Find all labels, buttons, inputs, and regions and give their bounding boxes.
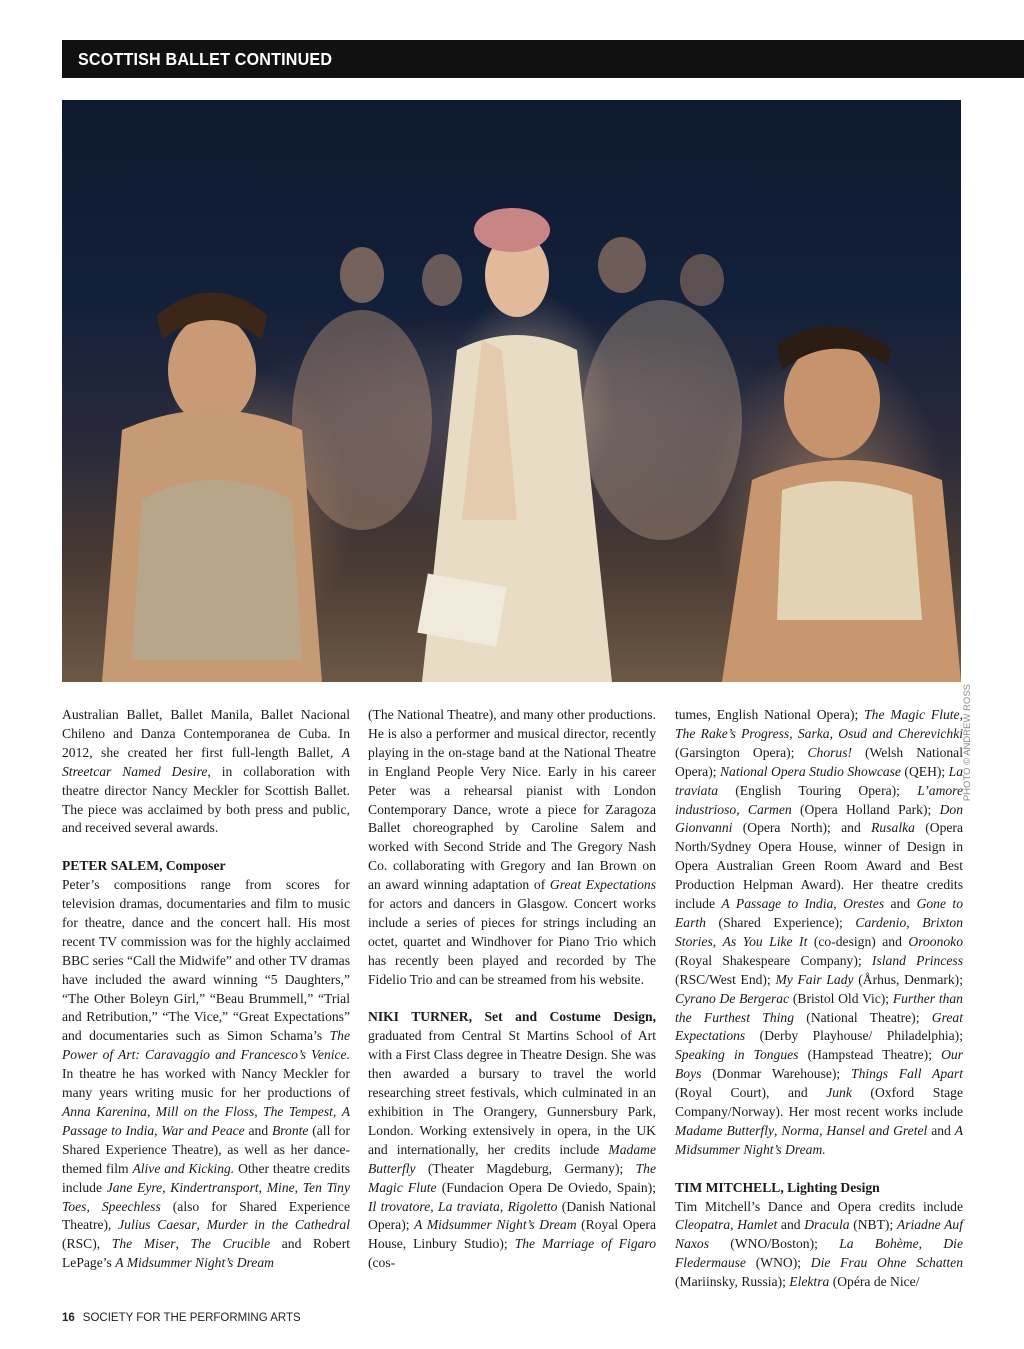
paragraph: (The National Theatre), and many other productions. He is also a performer and musical director, recently playing in the on-stage band at the National Theatre in England People Very Nice. Early in his career Peter was a rehearsal pianist with London Contemporary Dance, wrote a piece for Zaragoza Ballet choreographed by Caroline Salem and worked with Second Stride and The Gregory Nash Co. collaborating with Gregory and Ian Brown on an award winning adaptation of Great Expectations for actors and dancers in Glasgow. Concert works include a series of pieces for strings including an octet, quartet and Windhover for Piano Trio which has recently been played and recorded by The Fidelio Trio and can be streamed from his website. [368, 707, 657, 987]
text-column-2 [368, 706, 656, 1273]
bio-niki-turner: NIKI TURNER, Set and Costume Design, graduated from Central St Martins School of Art with a First Class degree in Theatre Design. She was then awarded a bursary to travel the world researching street festivals, which culminated in an exhibition in The Orangery, Gunnersbury Park, London. Working extensively in opera, in the UK and internationally, her credits include Madame Butterfly (Theater Magdeburg, Germany); The Magic Flute (Fundacion Opera De Oviedo, Spain); Il trovatore, La traviata, Rigoletto (Danish National Opera); A Midsummer Night’s Dream (Royal Opera House, Linbury Studio); The Marriage of Figaro (cos- [368, 1009, 656, 1271]
text-column-1 [62, 706, 350, 1273]
photo-credit [962, 668, 1024, 802]
page-footer [62, 1312, 301, 1324]
bio-name: PETER SALEM [62, 858, 160, 874]
paragraph: tumes, English National Opera); The Magic Flute, The Rake’s Progress, Sarka, Osud and Cherevichki (Garsington Opera); Chorus! (Welsh National Opera); National Opera Studio Showcase (QEH); La traviata (English Touring Opera); L’amore industrioso, Carmen (Opera Holland Park); Don Gionvanni (Opera North); and Rusalka (Opera North/Sydney Opera House, winner of Design in Opera Australian Green Room Award and Best Production Helpman Award). Her theatre credits include A Passage to India, Orestes and Gone to Earth (Shared Experience); Cardenio, Brixton Stories, As You Like It (co-design) and Oroonoko (Royal Shakespeare Company); Island Princess (RSC/West End); My Fair Lady (Århus, Denmark); Cyrano De Bergerac (Bristol Old Vic); Further than the Furthest Thing (National Theatre); Great Expectations (Derby Playhouse/ Philadelphia); Speaking in Tongues (Hampstead Theatre); Our Boys (Donmar Warehouse); Things Fall Apart (Royal Court), and Junk (Oxford Stage Company/Norway). Her most recent works include Madame Butterfly, Norma, Hansel and Gretel and A Midsummer Night’s Dream. [675, 707, 964, 1157]
section-header-bar [62, 40, 1024, 78]
bio-role: , Composer [159, 858, 226, 874]
bio-role: , Set and Costume Design, [468, 1009, 656, 1025]
text-column-3 [675, 706, 963, 1292]
section-title: SCOTTISH BALLET CONTINUED [78, 49, 333, 69]
bio-name: NIKI TURNER [368, 1009, 469, 1025]
bio-role: , Lighting Design [780, 1179, 880, 1195]
photo-credit-text: PHOTO © ANDREW ROSS [962, 684, 973, 802]
stage-photo [62, 100, 961, 682]
bio-name: TIM MITCHELL [675, 1179, 781, 1195]
publication-name: SOCIETY FOR THE PERFORMING ARTS [82, 1312, 301, 1324]
page-number: 16 [62, 1312, 75, 1324]
bio-tim-mitchell: TIM MITCHELL, Lighting Design Tim Mitchell’s Dance and Opera credits include Cleopatra, Hamlet and Dracula (NBT); Ariadne Auf Naxos (WNO/Boston); La Bohème, Die Fledermause (WNO); Die Frau Ohne Schatten (Mariinsky, Russia); Elektra (Opéra de Nice/ [675, 1179, 964, 1290]
paragraph: Australian Ballet, Ballet Manila, Ballet Nacional Chileno and Danza Contemporanea de Cuba. In 2012, she created her first full-length Ballet, A Streetcar Named Desire, in collaboration with theatre director Nancy Meckler for Scottish Ballet. The piece was acclaimed by both press and public, and received several awards. [62, 707, 350, 836]
photo-illustration [62, 100, 961, 682]
bio-peter-salem: PETER SALEM, Composer Peter’s compositions range from scores for television dramas, documentaries and film to music for theatre, dance and the concert hall. His most recent TV commission was for the highly acclaimed BBC series “Call the Midwife” and other TV dramas have included the award winning “5 Daughters,” “The Other Boleyn Girl,” “Beau Brummell,” “Trial and Retribution,” “The Vice,” “Great Expectations” and documentaries such as Simon Schama’s The Power of Art: Caravaggio and Francesco’s Venice. In theatre he has worked with Nancy Meckler for many years writing music for her productions of Anna Karenina, Mill on the Floss, The Tempest, A Passage to India, War and Peace and Bronte (all for Shared Experience Theatre), as well as her dance-themed film Alive and Kicking. Other theatre credits include Jane Eyre, Kindertransport, Mine, Ten Tiny Toes, Speechless (also for Shared Experience Theatre), Julius Caesar, Murder in the Cathedral (RSC), The Miser, The Crucible and Robert LePage’s A Midsummer Night’s Dream [62, 858, 351, 1271]
